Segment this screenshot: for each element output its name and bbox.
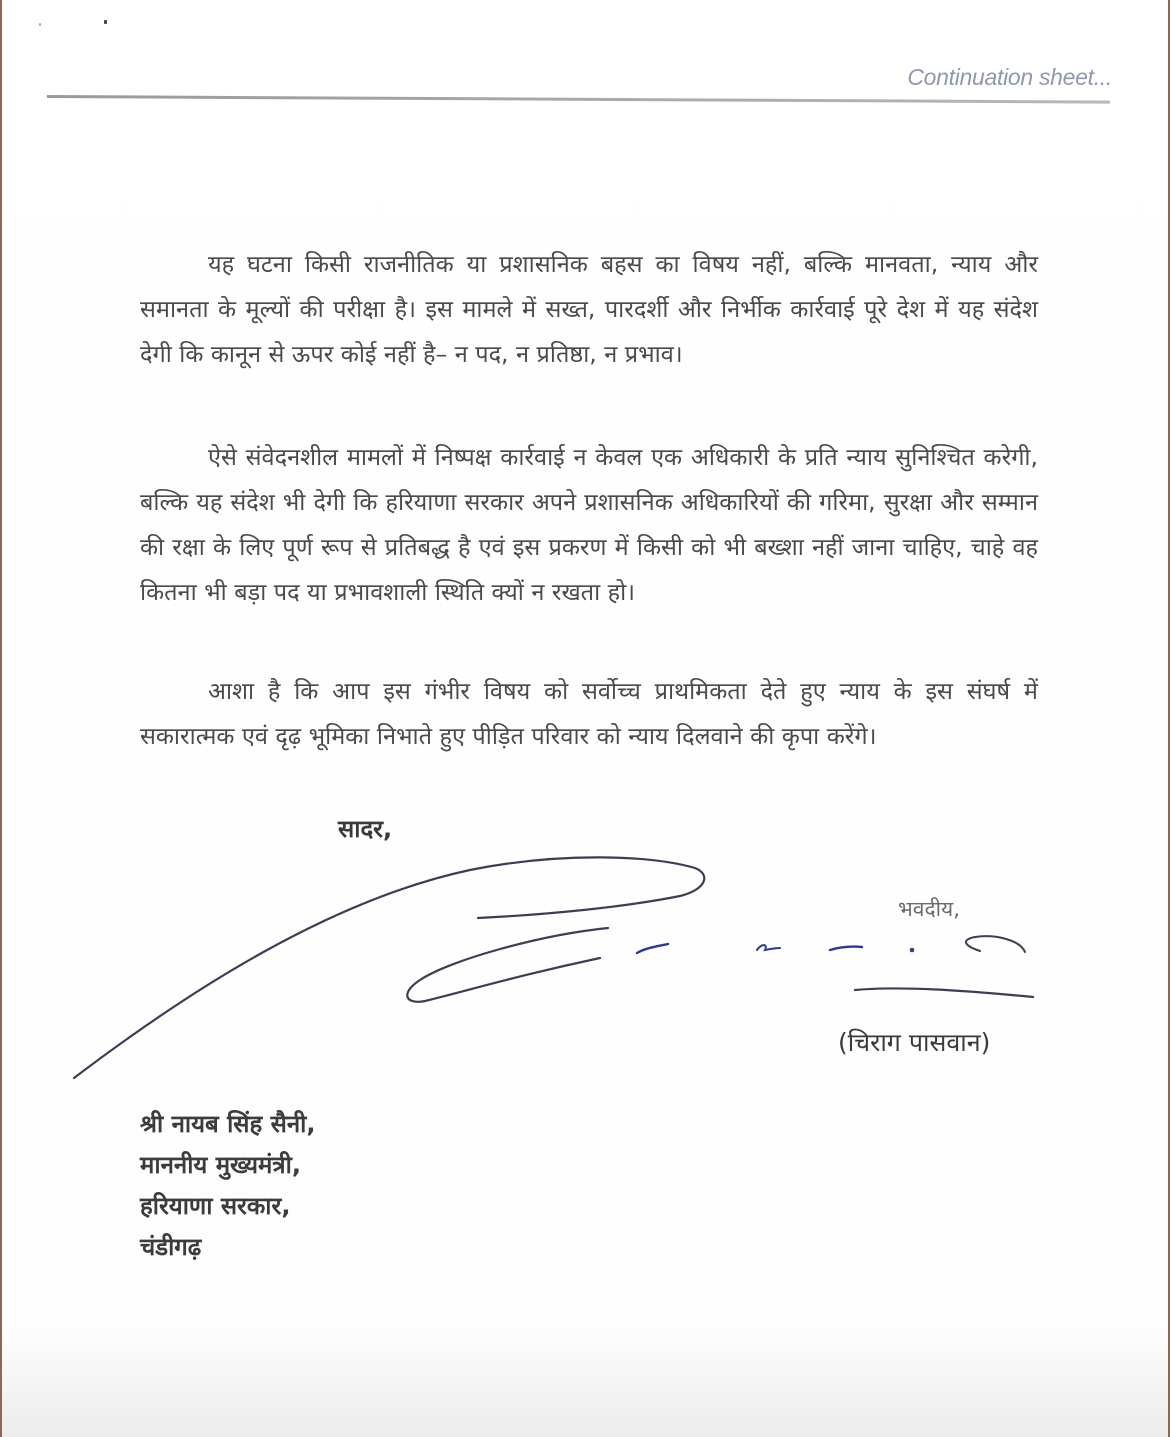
addressee-block bbox=[140, 1104, 316, 1268]
letter-paragraph-2: ऐसे संवेदनशील मामलों में निष्पक्ष कार्रवाई न केवल एक अधिकारी के प्रति न्याय सुनिश्चित करेगी, बल्कि यह संदेश भी देगी कि हरियाणा सरकार अपने प्रशासनिक अधिकारियों की गरिमा, सुरक्षा और सम्मान की रक्षा के लिए पूर्ण रूप से प्रतिबद्ध है एवं इस प्रकरण में किसी को भी बख्शा नहीं जाना चाहिए, चाहे वह कितना भी बड़ा पद या प्रभावशाली स्थिति क्यों न रखता हो। bbox=[140, 443, 1038, 606]
closing-text: भवदीय, bbox=[898, 897, 960, 921]
addressee-city: चंडीगढ़ bbox=[140, 1233, 202, 1261]
header-divider bbox=[47, 95, 1110, 104]
addressee-designation: माननीय मुख्यमंत्री, bbox=[140, 1151, 301, 1179]
salutation: सादर, bbox=[338, 815, 393, 843]
letter-paragraph-1: यह घटना किसी राजनीतिक या प्रशासनिक बहस का विषय नहीं, बल्कि मानवता, न्याय और समानता के मूल्यों की परीक्षा है। इस मामले में सख्त, पारदर्शी और निर्भीक कार्रवाई पूरे देश में यह संदेश देगी कि कानून से ऊपर कोई नहीं है– न पद, न प्रतिष्ठा, न प्रभाव। bbox=[140, 250, 1038, 368]
addressee-name: श्री नायब सिंह सैनी, bbox=[140, 1110, 316, 1138]
continuation-sheet-label: Continuation sheet... bbox=[907, 64, 1112, 90]
page-edge-left bbox=[0, 0, 2, 1437]
signer-name: (चिराग पासवान) bbox=[838, 1028, 991, 1057]
scan-speck bbox=[39, 23, 41, 26]
scan-speck bbox=[104, 20, 107, 24]
letter-paragraph-3: आशा है कि आप इस गंभीर विषय को सर्वोच्च प्राथमिकता देते हुए न्याय के इस संघर्ष में सकारात्मक एवं दृढ़ भूमिका निभाते हुए पीड़ित परिवार को न्याय दिलवाने की कृपा करेंगे। bbox=[140, 677, 1038, 750]
addressee-organization: हरियाणा सरकार, bbox=[140, 1192, 291, 1220]
